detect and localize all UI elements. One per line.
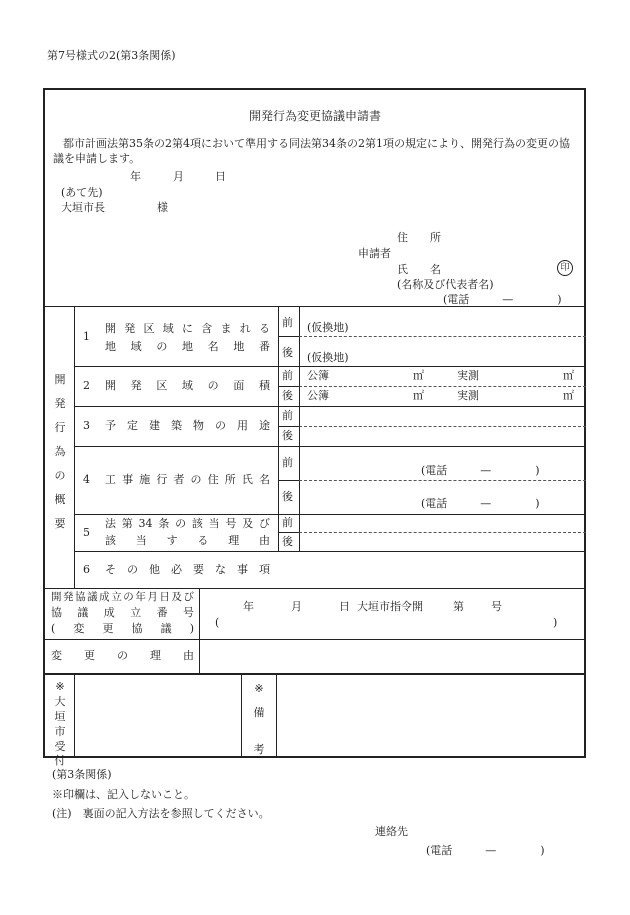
- agreement-label: 協議成立番号: [51, 606, 194, 619]
- contractor-phone-after: (電話 — ): [421, 497, 540, 510]
- applicant-address-label: 住 所: [397, 231, 441, 244]
- footer-note-2: ※印欄は、記入しないこと。: [52, 788, 195, 801]
- temporary-land-after: (仮換地): [307, 351, 349, 364]
- after-label: 後: [282, 535, 293, 548]
- agreement-close-paren: ): [553, 616, 558, 629]
- row-label: 開発区域の面積: [105, 379, 270, 392]
- after-label: 後: [282, 389, 293, 402]
- footer-note-3: (注) 裏面の記入方法を参照してください。: [52, 807, 270, 820]
- contact-label: 連絡先: [375, 825, 408, 838]
- intro-text: 都市計画法第35条の2第4項において準用する同法第34条の2第1項の規定により、開発行為の変更の協議を申請します。: [53, 137, 570, 165]
- before-label: 前: [282, 369, 293, 382]
- row-label: 地域の地名地番: [105, 340, 270, 353]
- addressee-mayor: 大垣市長: [61, 201, 105, 214]
- agreement-label: 開発協議成立の年月日及び: [51, 591, 194, 603]
- before-label: 前: [282, 316, 293, 329]
- contractor-phone-before: (電話 — ): [421, 464, 540, 477]
- applicant-name-label: 氏 名: [397, 263, 441, 276]
- agreement-day: 日: [339, 600, 350, 613]
- area-actual-label: 実測: [457, 369, 479, 382]
- before-label: 前: [282, 516, 293, 529]
- area-unit: ㎡: [413, 389, 424, 402]
- row-number: 6: [83, 563, 90, 576]
- row-number: 4: [83, 473, 90, 486]
- applicant-phone: (電話 — ): [443, 293, 562, 306]
- after-label: 後: [282, 346, 293, 359]
- row-number: 1: [83, 330, 90, 343]
- after-label: 後: [282, 429, 293, 442]
- agreement-city-number: 大垣市指令開: [357, 600, 423, 613]
- agreement-label: (変更協議): [51, 622, 194, 635]
- row-number: 2: [83, 379, 90, 392]
- addressee-label: (あて先): [61, 186, 103, 199]
- application-form: 開発行為変更協議申請書 都市計画法第35条の2第4項において準用する同法第34条の2第1項の規定により、開発行為の変更の協議を申請します。 年 月 日 (あて先) 大垣市長 様 住 所 申請者 氏 名 印 (名称及び代表者名) (電話 — ) 開 発 行 為 の 概 要 1 開発区域に含まれる 地域の地名地番 前 後 (仮換地) (仮換地) 2 開発区域の面積 前 後 公簿 ㎡ 実測 ㎡ 公簿 ㎡ 実測 ㎡ 3 予定建築物の用途 前 後 4 工事施行者の住所氏名 前 後 (電話 — ) (電話 — ) 5 法第34条の該当号及び 該当する理由 前 後 6 その他必要な事項 開発協議成立の年月日及び 協議成立番号 (変更協議) 年 月 日 大垣市指令開 第 号 ( ) 変更の理由 ※ 大 垣 市 受 付 ※ 備 考: [43, 88, 586, 758]
- footer-note-1: (第3条関係): [52, 768, 112, 781]
- row-label: 該当する理由: [105, 534, 270, 547]
- agreement-year: 年: [243, 600, 254, 613]
- agreement-dai: 第: [453, 600, 464, 613]
- temporary-land-before: (仮換地): [307, 321, 349, 334]
- applicant-label: 申請者: [358, 247, 391, 260]
- form-header-label: 第7号様式の2(第3条関係): [47, 49, 176, 62]
- area-unit: ㎡: [563, 369, 574, 382]
- seal-mark: 印: [557, 260, 573, 276]
- date-day: 日: [215, 170, 226, 183]
- before-label: 前: [282, 409, 293, 422]
- row-label: 工事施行者の住所氏名: [105, 473, 270, 486]
- row-label: 開発区域に含まれる: [105, 322, 270, 335]
- agreement-go: 号: [491, 600, 502, 613]
- after-label: 後: [282, 490, 293, 503]
- row-label: 法第34条の該当号及び: [105, 517, 270, 530]
- area-unit: ㎡: [413, 369, 424, 382]
- agreement-month: 月: [291, 600, 302, 613]
- area-unit: ㎡: [563, 389, 574, 402]
- contact-phone: (電話 — ): [426, 844, 545, 857]
- row-label: その他必要な事項: [105, 563, 270, 576]
- applicant-rep-label: (名称及び代表者名): [397, 278, 494, 291]
- area-registry-label: 公簿: [307, 389, 329, 402]
- date-year: 年: [130, 170, 141, 183]
- addressee-sama: 様: [157, 201, 168, 214]
- area-registry-label: 公簿: [307, 369, 329, 382]
- agreement-open-paren: (: [215, 616, 220, 629]
- row-number: 5: [83, 526, 90, 539]
- before-label: 前: [282, 456, 293, 469]
- row-label: 予定建築物の用途: [105, 419, 270, 432]
- date-month: 月: [173, 170, 184, 183]
- form-title: 開発行為変更協議申請書: [249, 109, 382, 123]
- change-reason-label: 変更の理由: [51, 649, 194, 662]
- area-actual-label: 実測: [457, 389, 479, 402]
- row-number: 3: [83, 419, 90, 432]
